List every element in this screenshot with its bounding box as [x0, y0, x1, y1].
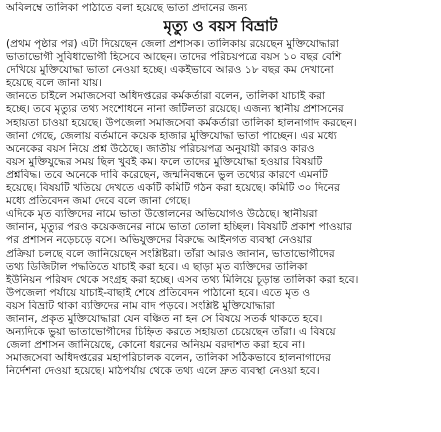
article-body-line: ইউনিয়ন পরিষদ থেকে সংগ্রহ করা হচ্ছে। এসব তথ্য মিলিয়ে চূড়ান্ত তালিকা করা হবে।	[6, 273, 359, 286]
article-body-line: হয়েছে বলে জানা যায়।	[6, 77, 103, 90]
article-body-line: উপজেলা পর্যায়ে যাচাই-বাছাই শেষে প্রতিবেদন পাঠানো হবে। এতে মৃত ও	[6, 286, 311, 299]
article-body-line: জানান, প্রকৃত মুক্তিযোদ্ধারা যেন বঞ্চিত না হন সে বিষয়ে সতর্ক থাকতে হবে।	[6, 312, 323, 325]
article-top-line: অবিলম্বে তালিকা পাঠাতে বলা হয়েছে ভাতা প্রদানের জন্য	[6, 2, 248, 14]
article-body	[6, 38, 435, 378]
article-body-line: দেখিয়ে মুক্তিযোদ্ধা ভাতা নেওয়া হচ্ছে। একইভাবে আরও ১৮ বছর কম দেখানো	[6, 64, 334, 77]
article-body-line: তথ্য ডিজিটাল পদ্ধতিতে যাচাই করা হবে। এ ছাড়া মৃত ব্যক্তিদের তালিকা	[6, 260, 308, 273]
article-body-line: প্রক্রিয়া চলছে বলে জানিয়েছেন সংশ্লিষ্টরা। তাঁরা আরও জানান, ভাতাভোগীদের	[6, 247, 335, 260]
article-body-line: জেলা প্রশাসন জানিয়েছে, কোনো ধরনের অনিয়ম বরদাশত করা হবে না।	[6, 339, 306, 352]
article-body-line: এদিকে মৃত ব্যক্তিদের নামে ভাতা উত্তোলনের অভিযোগও উঠেছে। স্থানীয়রা	[6, 208, 318, 221]
article-body-line: সমাজসেবা অধিদপ্তরের মহাপরিচালক বলেন, তালিকা সঠিকভাবে হালনাগাদের	[6, 352, 331, 365]
article-body-line: হচ্ছে। তবে মৃত্যুর তথ্য সংশোধনে নানা জটিলতা রয়েছে। এজন্য স্থানীয় প্রশাসনের	[6, 103, 344, 116]
article-body-line: (প্রথম পৃষ্ঠার পর) এটা দিয়েছেন জেলা প্রশাসক। তালিকায় রয়েছেন মুক্তিযোদ্ধারা	[6, 38, 339, 50]
article-body-line: জানা গেছে, জেলায় বর্তমানে কয়েক হাজার মুক্তিযোদ্ধা ভাতা পাচ্ছেন। এর মধ্যে	[6, 129, 337, 142]
article-title: মৃত্যু ও বয়স বিভ্রাট	[163, 17, 278, 35]
article-body-line: হয়েছে। বিষয়টি খতিয়ে দেখতে একটি কমিটি গঠন করা হয়েছে। কমিটি ৩০ দিনের	[6, 182, 340, 195]
article-body-line: নির্দেশনা দেওয়া হয়েছে। মাঠপর্যায় থেকে তথ্য এলে দ্রুত ব্যবস্থা নেওয়া হবে।	[6, 365, 320, 378]
article-body-line: মধ্যে প্রতিবেদন জমা দেবে বলে জানা গেছে।	[6, 195, 191, 208]
article-body-line: পর প্রশাসন নড়েচড়ে বসে। অভিযুক্তদের বিরুদ্ধে আইনগত ব্যবস্থা নেওয়ার	[6, 234, 312, 247]
article-body-line: অন্যদিকে ভুয়া ভাতাভোগীদের চিহ্নিত করতে সহায়তা চেয়েছেন তাঁরা। এ বিষয়ে	[6, 326, 336, 339]
article-body-line: অনেকের বয়স নিয়ে প্রশ্ন উঠেছে। জাতীয় পরিচয়পত্র অনুযায়ী কারও কারও	[6, 142, 315, 155]
article-body-line: জানান, মৃত্যুর পরও কয়েকজনের নামে ভাতা তোলা হচ্ছিল। বিষয়টি প্রকাশ পাওয়ার	[6, 221, 352, 234]
article-body-line: জানতে চাইলে সমাজসেবা অধিদপ্তরের কর্মকর্তারা বলেন, তালিকা যাচাই করা	[6, 90, 326, 103]
article-body-line: ভাতাভোগী সুবিধাভোগী হিসেবে আছেন। তাদের পরিচয়পত্রে বয়স ১০ বছর বেশি	[6, 51, 342, 64]
article-body-line: প্রশ্নবিদ্ধ। তবে অনেকে দাবি করেছেন, জন্মনিবন্ধনে ভুল তথ্যের কারণে এমনটি	[6, 168, 328, 181]
article-body-line: সহায়তা চাওয়া হয়েছে। উপজেলা সমাজসেবা কর্মকর্তারা তালিকা হালনাগাদ করছেন।	[6, 116, 357, 129]
article-body-line: বয়স বিভ্রাট থাকা ব্যক্তিদের নাম বাদ পড়বে। সংশ্লিষ্ট মুক্তিযোদ্ধারা	[6, 299, 275, 312]
article-body-line: বয়স মুক্তিযুদ্ধের সময় ছিল খুবই কম। ফলে তাদের মুক্তিযোদ্ধা হওয়ার বিষয়টি	[6, 155, 323, 168]
